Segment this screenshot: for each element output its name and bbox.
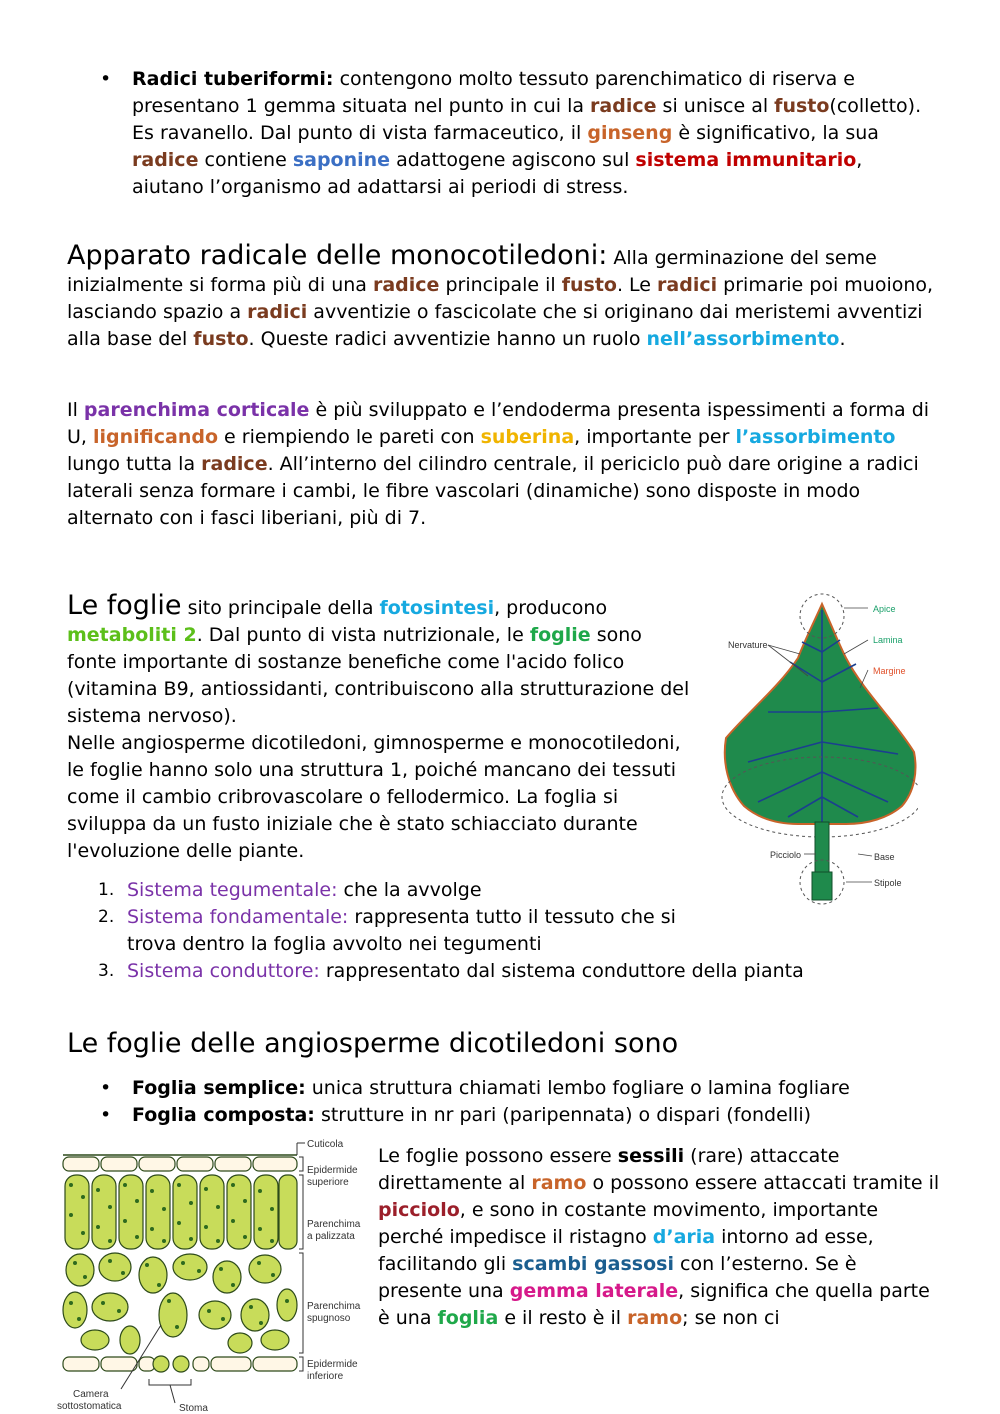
text: adattogene agiscono sul [390, 149, 636, 171]
spongy-parenchyma [63, 1253, 297, 1354]
term: fusto [193, 328, 249, 350]
list-number: 3. [98, 961, 115, 981]
term: Sistema conduttore: [127, 960, 320, 982]
text: unica struttura chiamati lembo fogliare o lamina fogliare [305, 1077, 850, 1099]
text: che la avvolge [337, 879, 482, 901]
term: gemma laterale [509, 1280, 679, 1302]
term: d’aria [652, 1226, 716, 1248]
petiole-base [812, 872, 832, 900]
text: . Queste radici avventizie hanno un ruolo [248, 328, 647, 350]
term: picciolo [378, 1199, 460, 1221]
bullet-dot: • [100, 68, 112, 90]
term: ginseng [587, 122, 673, 144]
label-base: Base [874, 852, 895, 862]
bullet-foglia-composta [132, 1102, 932, 1129]
text: si unisce al [656, 95, 775, 117]
term: fusto [774, 95, 830, 117]
bullet-radici-tuberiformi [132, 66, 932, 201]
label-picciolo: Picciolo [770, 850, 802, 860]
text: o possono essere attaccati tramite il [586, 1172, 940, 1194]
text: e riempiendo le pareti con [218, 426, 481, 448]
section-heading: Apparato radicale delle monocotiledoni: [67, 240, 608, 271]
term: nell’assorbimento [646, 328, 840, 350]
term: radici [657, 274, 718, 296]
term: ramo [627, 1307, 683, 1329]
text: , e sono in costante movimento, importante perché impedisce il ristagno [378, 1199, 879, 1248]
text: avventizie o fascicolate che si originano dai meristemi avventizi alla base del [67, 301, 923, 350]
label-nervature: Nervature [728, 640, 768, 650]
label-epidermide-superiore-1: Epidermide [307, 1165, 358, 1176]
term: Sistema fondamentale: [127, 906, 349, 928]
text: e il resto è il [498, 1307, 628, 1329]
paragraph-sessili [378, 1143, 943, 1332]
text: Il [67, 399, 84, 421]
term: radice [132, 149, 199, 171]
text: Le foglie possono essere [378, 1145, 618, 1167]
label-stoma: Stoma [179, 1403, 208, 1414]
term: ramo [531, 1172, 587, 1194]
text: (rare) attaccate direttamente al [378, 1145, 840, 1194]
text: strutture in nr pari (paripennata) o dispari (fondelli) [314, 1104, 812, 1126]
text: Alla germinazione del seme inizialmente si forma più di una [67, 247, 877, 296]
term: sistema immunitario [635, 149, 857, 171]
term: l’assorbimento [735, 426, 896, 448]
term: radici [247, 301, 308, 323]
term: radice [372, 274, 440, 296]
label-epidermide-inferiore-2: inferiore [307, 1371, 344, 1382]
list-number: 2. [98, 907, 115, 927]
text: . [839, 328, 846, 350]
label-spugnoso-2: spugnoso [307, 1313, 351, 1324]
text: intorno ad esse, facilitando gli [378, 1226, 874, 1275]
section-heading: Le foglie delle angiosperme dicotiledoni sono [67, 1028, 679, 1059]
label-camera-2: sottostomatica [57, 1401, 122, 1412]
term: radice [590, 95, 657, 117]
term: scambi gassosi [512, 1253, 674, 1275]
paragraph-monocotiledoni [67, 242, 937, 353]
text: , aiutano l’organismo ad adattarsi ai periodi di stress. [132, 149, 863, 198]
paragraph-foglie [67, 592, 697, 730]
text: , producono [494, 597, 608, 619]
term: sessili [617, 1145, 685, 1167]
term: metaboliti 2 [67, 624, 197, 646]
text: è significativo, la sua [672, 122, 879, 144]
text: . All’interno del cilindro centrale, il periciclo può dare origine a radici laterali senza formare i cambi, le fibre vascolari (dinamiche) sono disposte in modo alternato con i fasci liberiani, più di 7. [67, 453, 919, 529]
text: contiene [198, 149, 293, 171]
text: primarie poi muoiono, lasciando spazio a [67, 274, 934, 323]
text: è più sviluppato e l’endoderma presenta ispessimenti a forma di U, [67, 399, 930, 448]
upper-epidermis [63, 1157, 297, 1171]
lower-epidermis [63, 1356, 297, 1372]
label-cuticola: Cuticola [307, 1139, 344, 1150]
text: lungo tutta la [67, 453, 202, 475]
label-epidermide-inferiore-1: Epidermide [307, 1359, 358, 1370]
term: radice [201, 453, 268, 475]
text: principale il [439, 274, 562, 296]
leaf-section-diagram [55, 1135, 370, 1414]
label-palizzata-2: a palizzata [307, 1231, 355, 1242]
term: suberina [480, 426, 575, 448]
leaf-diagram [718, 592, 918, 912]
label-lamina: Lamina [873, 635, 903, 645]
label-margine: Margine [873, 666, 906, 676]
bullet-foglia-semplice [132, 1075, 932, 1102]
label-apice: Apice [873, 604, 896, 614]
palisade-parenchyma [65, 1175, 297, 1249]
text: sito principale della [181, 597, 380, 619]
text: rappresentato dal sistema conduttore della pianta [319, 960, 804, 982]
list-item [127, 958, 927, 985]
label-camera-1: Camera [73, 1389, 109, 1400]
bullet-dot: • [100, 1104, 112, 1126]
text: rappresenta tutto il tessuto che si trova dentro la foglia avvolto nei tegumenti [127, 906, 676, 955]
paragraph-angiosperme: Nelle angiosperme dicotiledoni, gimnosperme e monocotiledoni, le foglie hanno solo una struttura 1, poiché mancano dei tessuti come il cambio cribrovascolare o fellodermico. La foglia si sviluppa da un fusto iniziale che è stato schiacciato durante l'evoluzione delle piante. [67, 732, 681, 862]
list-item [127, 877, 727, 904]
label-palizzata-1: Parenchima [307, 1219, 361, 1230]
term: Foglia semplice: [132, 1077, 306, 1099]
text: ; se non ci [682, 1307, 780, 1329]
term: saponine [292, 149, 391, 171]
term: Radici tuberiformi: [132, 68, 334, 90]
text: (colletto). Es ravanello. Dal punto di vista farmaceutico, il [132, 95, 922, 144]
term: Foglia composta: [132, 1104, 315, 1126]
list-item [127, 904, 727, 958]
text: sono fonte importante di sostanze benefiche come l'acido folico (vitamina B9, antiossidanti, contribuiscono alla strutturazione del sistema nervoso). [67, 624, 690, 727]
term: foglia [437, 1307, 499, 1329]
term: lignificando [93, 426, 219, 448]
text: , significa che quella parte è una [378, 1280, 930, 1329]
list-number: 1. [98, 880, 115, 900]
label-spugnoso-1: Parenchima [307, 1301, 361, 1312]
text: . Le [616, 274, 658, 296]
term: foglie [529, 624, 591, 646]
text: , importante per [574, 426, 736, 448]
label-stipole: Stipole [874, 878, 902, 888]
term: parenchima corticale [83, 399, 310, 421]
section-heading: Le foglie [67, 590, 182, 621]
paragraph-parenchima [67, 397, 947, 532]
term: fotosintesi [379, 597, 495, 619]
bullet-dot: • [100, 1077, 112, 1099]
text: con l’esterno. Se è presente una [378, 1253, 857, 1302]
term: Sistema tegumentale: [127, 879, 338, 901]
term: fusto [561, 274, 617, 296]
text: contengono molto tessuto parenchimatico di riserva e presentano 1 gemma situata nel punto in cui la [132, 68, 855, 117]
text: . Dal punto di vista nutrizionale, le [196, 624, 530, 646]
label-epidermide-superiore-2: superiore [307, 1177, 349, 1188]
